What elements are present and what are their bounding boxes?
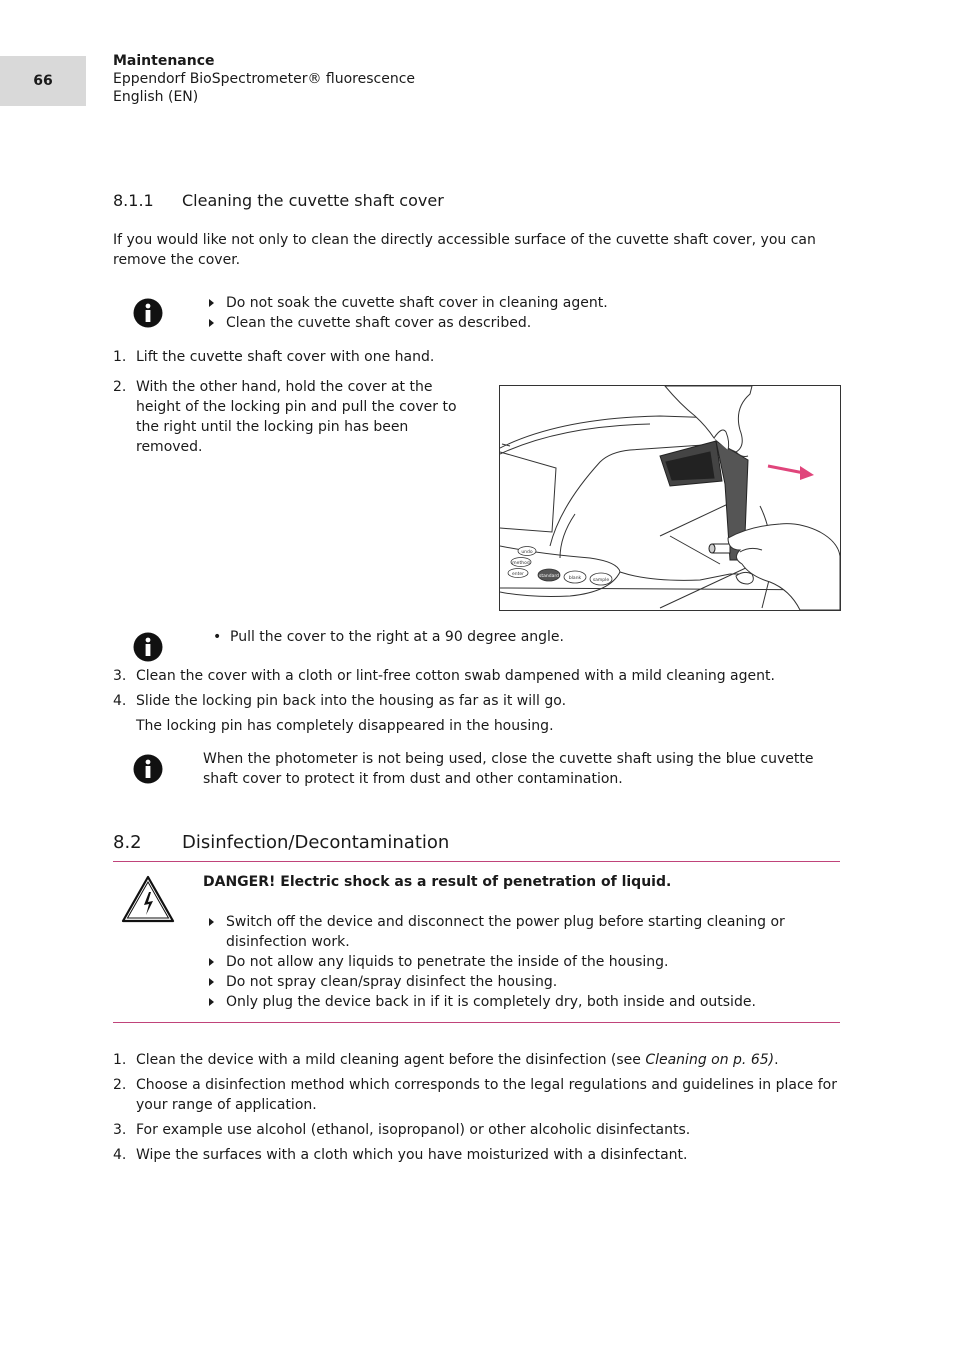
step-number: 1. (113, 1052, 127, 1068)
triangle-bullet-icon (209, 918, 214, 926)
header-product: Eppendorf BioSpectrometer® fluorescence (113, 71, 416, 87)
section-number: 8.2 (113, 832, 142, 853)
info-icon (133, 754, 163, 784)
list-item: Clean the cuvette shaft cover as described. (203, 313, 840, 333)
triangle-bullet-icon (209, 978, 214, 986)
electric-shock-warning-icon (121, 875, 175, 923)
step-3 (113, 1120, 840, 1140)
step-number: 3. (113, 1122, 127, 1138)
step-number: 4. (113, 1147, 127, 1163)
step-text: For example use alcohol (ethanol, isopropanol) or other alcoholic disinfectants. (136, 1122, 691, 1138)
section-title: Cleaning the cuvette shaft cover (182, 191, 444, 210)
section-heading-8-2 (113, 832, 840, 853)
step-text: Slide the locking pin back into the housing as far as it will go. (136, 693, 567, 709)
step-text: Clean the cover with a cloth or lint-free cotton swab dampened with a mild cleaning agent. (136, 668, 775, 684)
step-number: 2. (113, 1077, 127, 1093)
step-number: 1. (113, 349, 127, 365)
svg-text:sample: sample (592, 578, 610, 583)
header-language: English (EN) (113, 89, 199, 105)
list-item: Do not spray clean/spray disinfect the housing. (203, 972, 803, 992)
step-4 (113, 691, 840, 711)
direction-arrow-icon (768, 466, 814, 480)
step-text: Choose a disinfection method which corresponds to the legal regulations and guidelines in place for your range of application. (136, 1077, 837, 1113)
danger-title: DANGER! Electric shock as a result of penetration of liquid. (203, 874, 672, 890)
list-item: Switch off the device and disconnect the power plug before starting cleaning or disinfection work. (203, 912, 803, 952)
page-number: 66 (0, 56, 86, 106)
svg-text:method: method (512, 561, 530, 566)
note-text: When the photometer is not being used, close the cuvette shaft using the blue cuvette shaft cover to protect it from dust and other contamination. (203, 751, 814, 787)
step-number: 4. (113, 693, 127, 709)
step-3 (113, 666, 840, 686)
running-header (113, 52, 415, 106)
step-2 (113, 377, 473, 457)
triangle-bullet-icon (209, 319, 214, 327)
section-title: Disinfection/Decontamination (182, 832, 450, 853)
section-rule (113, 861, 840, 862)
info-icon (133, 298, 163, 328)
step-result: The locking pin has completely disappeared in the housing. (136, 718, 554, 734)
info-icon (133, 632, 163, 662)
svg-text:standard: standard (539, 574, 559, 579)
triangle-bullet-icon (209, 998, 214, 1006)
triangle-bullet-icon (209, 958, 214, 966)
cross-reference: Cleaning on p. 65) (645, 1052, 775, 1068)
section-number: 8.1.1 (113, 191, 154, 210)
cuvette-cover-illustration (499, 385, 841, 611)
step-text: Clean the device with a mild cleaning agent before the disinfection (see Cleaning on p. 65). (136, 1052, 779, 1068)
device-drawing (500, 386, 840, 610)
triangle-bullet-icon (209, 299, 214, 307)
step-4 (113, 1145, 840, 1165)
danger-list (203, 912, 803, 1012)
step-2 (113, 1075, 840, 1115)
step-1 (113, 347, 840, 367)
step-text: Lift the cuvette shaft cover with one hand. (136, 349, 435, 365)
step-number: 3. (113, 668, 127, 684)
note-text: Pull the cover to the right at a 90 degree angle. (230, 629, 564, 645)
section-heading-8-1-1 (113, 191, 840, 210)
intro-paragraph: If you would like not only to clean the directly accessible surface of the cuvette shaft cover, you can remove the cover. (113, 232, 816, 268)
svg-text:enter: enter (511, 572, 525, 577)
note-list (203, 293, 840, 333)
list-item: Only plug the device back in if it is completely dry, both inside and outside. (203, 992, 803, 1012)
bullet-dot: • (213, 629, 222, 645)
step-number: 2. (113, 379, 127, 395)
danger-bottom-rule (113, 1022, 840, 1023)
svg-text:undo: undo (521, 550, 533, 555)
list-item: Do not soak the cuvette shaft cover in cleaning agent. (203, 293, 840, 313)
step-text: With the other hand, hold the cover at the height of the locking pin and pull the cover to the right until the locking pin has been removed. (136, 379, 457, 455)
step-1 (113, 1050, 840, 1070)
list-item: Do not allow any liquids to penetrate the inside of the housing. (203, 952, 803, 972)
step-text: Wipe the surfaces with a cloth which you have moisturized with a disinfectant. (136, 1147, 688, 1163)
svg-text:blank: blank (568, 576, 582, 581)
header-chapter: Maintenance (113, 53, 215, 69)
